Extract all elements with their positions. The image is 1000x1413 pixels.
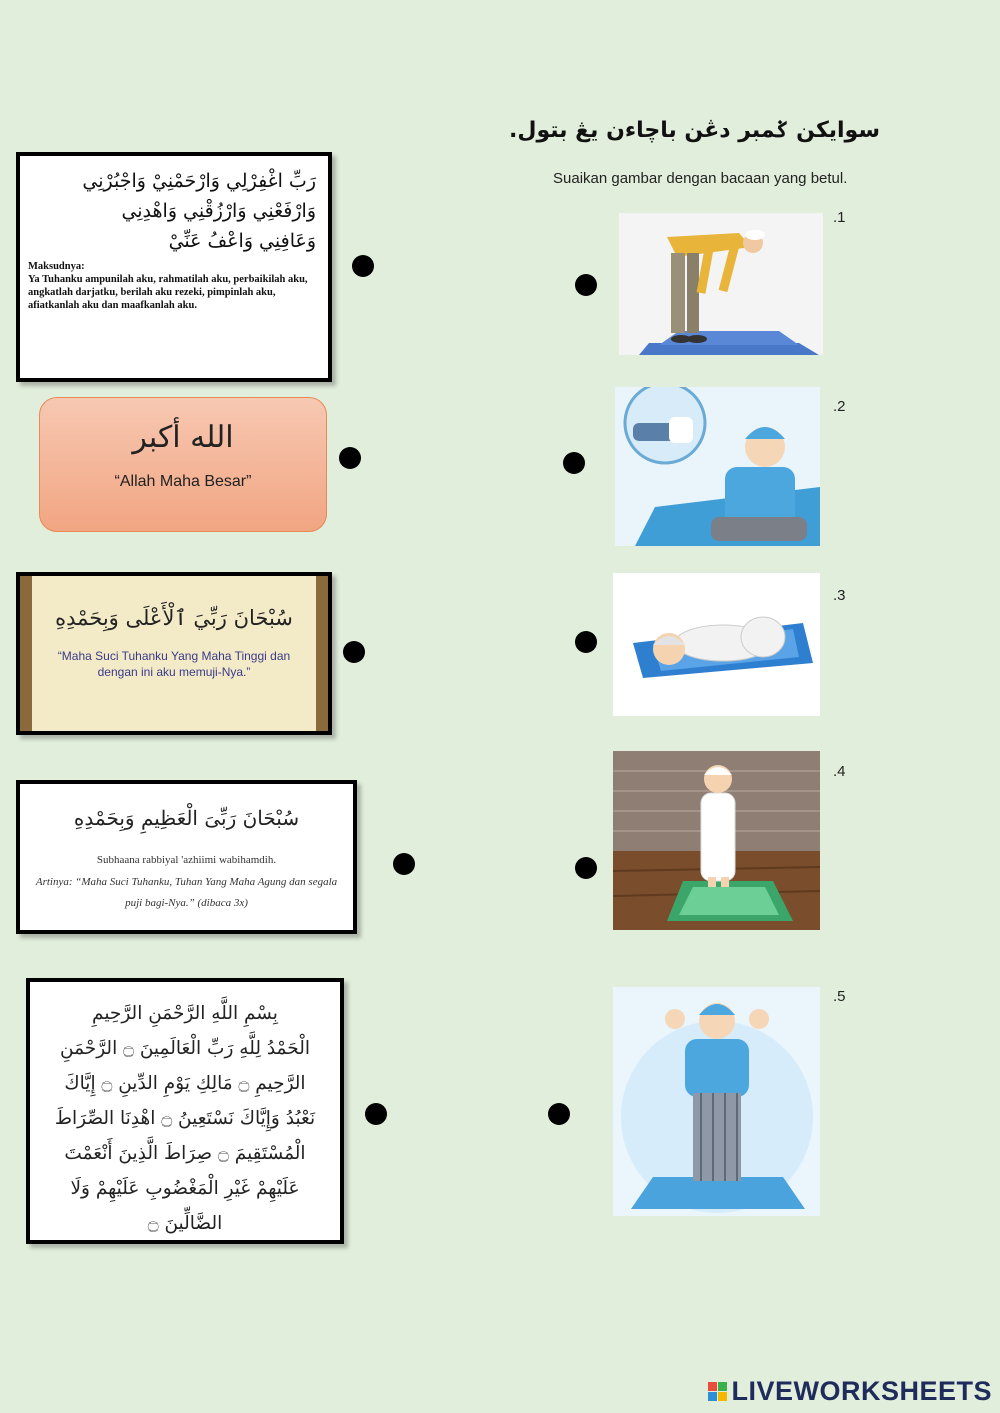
ruku-figure-icon [619, 213, 823, 355]
liveworksheets-logo [708, 1376, 992, 1407]
card-al-fatihah [26, 978, 344, 1244]
item-number-5: .5 [833, 988, 846, 1005]
arabic-line: الرَّحِيمِ ۝ مَالِكِ يَوْمِ الدِّينِ ۝ إِيَّاكَ [64, 1073, 306, 1094]
match-dot-left-4[interactable] [393, 853, 415, 875]
instruction-subtitle: Suaikan gambar dengan bacaan yang betul. [553, 170, 848, 187]
match-dot-right-5[interactable] [548, 1103, 570, 1125]
ruku-romanization: Subhaana rabbiyal 'azhiimi wabihamdih. [96, 854, 277, 866]
tahiyyat-sitting-figure-icon [615, 387, 820, 546]
meaning-label: Maksudnya: [28, 261, 85, 272]
tahiyyat-sitting-figure-image [615, 387, 820, 546]
match-dot-left-1[interactable] [352, 255, 374, 277]
match-dot-right-2[interactable] [563, 452, 585, 474]
card-doa-between-sujud [16, 152, 332, 382]
sujud-arabic: سُبْحَانَ رَبِّيَ ٱلْأَعْلَى وَبِحَمْدِهِ [55, 606, 293, 630]
sujud-figure-image [613, 573, 820, 716]
instruction-title-jawi: سوايكن ݢمبر دڠن باچاءن يڠ بتول. [509, 118, 880, 143]
ruku-figure-image [619, 213, 823, 355]
match-dot-left-3[interactable] [343, 641, 365, 663]
arabic-line: وَعَافِنِي وَاعْفُ عَنِّيْ [168, 230, 316, 252]
qiyam-standing-figure-image [613, 751, 820, 930]
arabic-line: الْمُسْتَقِيمَ ۝ صِرَاطَ الَّذِينَ أَنْعَمْتَ [64, 1143, 306, 1164]
liveworksheets-logo-mark-icon [708, 1382, 727, 1401]
takbiratul-ihram-figure-image [613, 987, 820, 1216]
arabic-line: رَبِّ اغْفِرْلِي وَارْحَمْنِيْ وَاجْبُرْنِي [82, 170, 316, 192]
takbir-translation: “Allah Maha Besar” [114, 473, 252, 490]
match-dot-right-4[interactable] [575, 857, 597, 879]
card-tasbih-ruku [16, 780, 357, 934]
takbiratul-ihram-figure-icon [613, 987, 820, 1216]
arabic-line: الْحَمْدُ لِلَّهِ رَبِّ الْعَالَمِينَ ۝ الرَّحْمَنِ [60, 1038, 310, 1059]
match-dot-right-3[interactable] [575, 631, 597, 653]
ruku-translation: Artinya: “Maha Suci Tuhanku, Tuhan Yang Maha Agung dan segala puji bagi-Nya.” (dibaca 3x) [35, 876, 338, 909]
item-number-4: .4 [833, 763, 846, 780]
takbir-arabic: الله أكبر [132, 420, 234, 455]
sujud-translation: “Maha Suci Tuhanku Yang Maha Tinggi dan dengan ini aku memuji-Nya.” [57, 649, 291, 679]
match-dot-left-2[interactable] [339, 447, 361, 469]
sujud-figure-icon [613, 573, 820, 716]
arabic-line: عَلَيْهِمْ غَيْرِ الْمَغْضُوبِ عَلَيْهِمْ وَلَا [70, 1178, 300, 1199]
ruku-arabic: سُبْحَانَ رَبِّىَ الْعَظِيمِ وَبِحَمْدِهِ [73, 806, 300, 830]
card-tasbih-sujud [16, 572, 332, 735]
decorative-frame [20, 576, 328, 731]
item-number-1: .1 [833, 209, 846, 226]
arabic-line: وَارْفَعْنِي وَارْزُقْنِي وَاهْدِنِي [121, 200, 316, 222]
arabic-line: نَعْبُدُ وَإِيَّاكَ نَسْتَعِينُ ۝ اهْدِنَا الصِّرَاطَ [54, 1108, 316, 1129]
arabic-line: بِسْمِ اللَّهِ الرَّحْمَنِ الرَّحِيمِ [92, 1003, 278, 1024]
item-number-3: .3 [833, 587, 846, 604]
fatihah-arabic [30, 982, 340, 1241]
card-takbir [39, 397, 327, 532]
item-number-2: .2 [833, 398, 846, 415]
meaning-text: Ya Tuhanku ampunilah aku, rahmatilah aku, perbaikilah aku, angkatlah darjatku, berilah aku rezeki, pimpinlah aku, afiatkanlah aku dan maafkanlah aku. [28, 274, 308, 311]
match-dot-left-5[interactable] [365, 1103, 387, 1125]
match-dot-right-1[interactable] [575, 274, 597, 296]
arabic-line: الضَّالِّينَ ۝ [147, 1213, 223, 1234]
qiyam-standing-figure-icon [613, 751, 820, 930]
liveworksheets-brand: LIVEWORKSHEETS [731, 1376, 992, 1406]
card-doa-arabic [20, 156, 328, 256]
card-doa-meaning [20, 256, 328, 312]
